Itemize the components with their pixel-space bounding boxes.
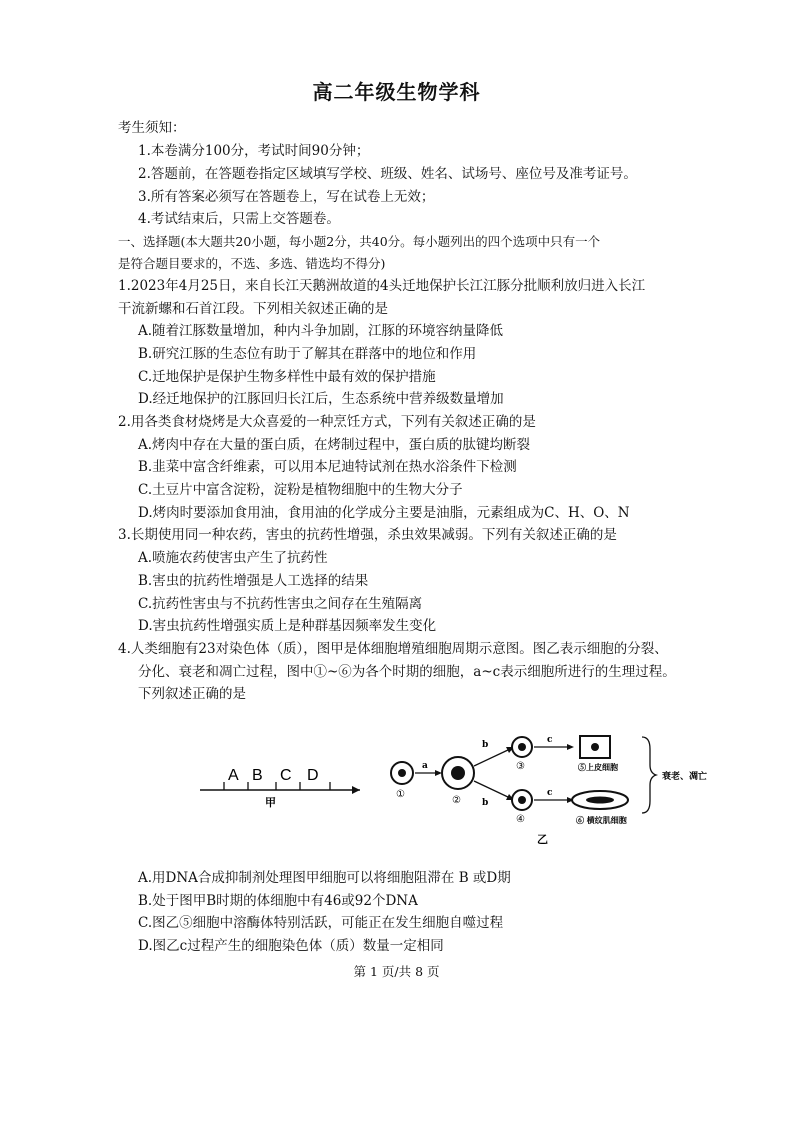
process-label-c: c	[547, 788, 553, 798]
cell-1-nucleus	[398, 769, 406, 777]
option-a: A.随着江豚数量增加，种内斗争加剧，江豚的环境容纳量降低	[138, 323, 504, 339]
process-label-b: b	[482, 798, 489, 808]
process-label-b: b	[482, 740, 489, 750]
notice-item: 4.考试结束后，只需上交答题卷。	[138, 211, 340, 227]
question-stem: 分化、衰老和凋亡过程，图中①~⑥为各个时期的细胞，a~c表示细胞所进行的生理过程。	[138, 664, 676, 680]
page-footer: 第 1 页/共 8 页	[353, 964, 440, 979]
section-heading: 一、选择题(本大题共20小题，每小题2分，共40分。每小题列出的四个选项中只有一个	[118, 234, 601, 249]
process-label-c: c	[547, 735, 553, 745]
arrow-b-upper	[474, 749, 510, 766]
option-b: B.韭菜中富含纤维素，可以用本尼迪特试剂在热水浴条件下检测	[138, 459, 517, 475]
phase-label-a: A	[228, 767, 239, 784]
option-d: D.经迁地保护的江豚回归长江后，生态系统中营养级数量增加	[138, 391, 504, 407]
question-stem: 3.长期使用同一种农药，害虫的抗药性增强，杀虫效果减弱。下列有关叙述正确的是	[118, 527, 617, 543]
brace-label: 衰老、凋亡	[662, 772, 708, 782]
cell-3-nucleus	[518, 743, 526, 751]
cell-2-nucleus	[451, 766, 465, 780]
option-d: D.害虫抗药性增强实质上是种群基因频率发生变化	[138, 618, 437, 634]
caption-yi: 乙	[537, 833, 548, 846]
notice-heading: 考生须知：	[118, 120, 186, 136]
notice-item: 1.本卷满分100分，考试时间90分钟；	[138, 143, 370, 159]
section-heading: 是符合题目要求的，不选、多选、错选均不得分)	[118, 256, 386, 271]
option-c: C.图乙⑤细胞中溶酶体特别活跃，可能正在发生细胞自噬过程	[138, 915, 504, 931]
option-c: C.抗药性害虫与不抗药性害虫之间存在生殖隔离	[138, 596, 423, 612]
process-label-a: a	[422, 761, 428, 771]
option-b: B.处于图甲B时期的体细胞中有46或92个DNA	[138, 893, 418, 909]
cell-number-2: ②	[452, 795, 461, 806]
caption-jia: 甲	[265, 796, 276, 809]
question-stem: 干流新螺和石首江段。下列相关叙述正确的是	[118, 301, 388, 317]
option-b: B.害虫的抗药性增强是人工选择的结果	[138, 573, 369, 589]
question-stem: 1.2023年4月25日，来自长江天鹅洲故道的4头迁地保护长江江豚分批顺利放归进入长江	[118, 278, 646, 294]
page-title: 高二年级生物学科	[312, 80, 481, 104]
phase-label-c: C	[280, 767, 292, 784]
phase-label-b: B	[252, 767, 263, 784]
option-d: D.图乙c过程产生的细胞染色体（质）数量一定相同	[138, 938, 444, 954]
cell-6-label: ⑥ 横纹肌细胞	[576, 815, 627, 825]
question-stem: 4.人类细胞有23对染色体（质），图甲是体细胞增殖细胞周期示意图。图乙表示细胞的分裂、	[118, 641, 668, 657]
arrow-b-lower	[474, 781, 510, 798]
notice-item: 3.所有答案必须写在答题卷上，写在试卷上无效；	[138, 189, 435, 205]
notice-item: 2.答题前，在答题卷指定区域填写学校、班级、姓名、试场号、座位号及准考证号。	[138, 166, 637, 182]
brace	[642, 737, 656, 813]
cell-5-label: ⑤上皮细胞	[578, 762, 618, 772]
phase-label-d: D	[307, 767, 319, 784]
option-a: A.用DNA合成抑制剂处理图甲细胞可以将细胞阻滞在 B 或D期	[138, 870, 511, 886]
cell-number-3: ③	[516, 761, 525, 772]
question-stem: 下列叙述正确的是	[138, 686, 246, 702]
option-a: A.烤肉中存在大量的蛋白质，在烤制过程中，蛋白质的肽键均断裂	[138, 437, 531, 453]
cell-cycle-diagram	[190, 725, 730, 855]
cell-number-1: ①	[396, 789, 405, 800]
cell-6-nucleus	[586, 797, 614, 804]
option-c: C.迁地保护是保护生物多样性中最有效的保护措施	[138, 369, 436, 385]
cell-number-4: ④	[516, 814, 525, 825]
cell-5-nucleus	[591, 743, 599, 751]
timeline-arrowhead	[352, 786, 360, 794]
option-c: C.土豆片中富含淀粉，淀粉是植物细胞中的生物大分子	[138, 482, 463, 498]
question-stem: 2.用各类食材烧烤是大众喜爱的一种烹饪方式，下列有关叙述正确的是	[118, 414, 536, 430]
option-a: A.喷施农药使害虫产生了抗药性	[138, 550, 328, 566]
cell-4-nucleus	[518, 796, 526, 804]
option-b: B.研究江豚的生态位有助于了解其在群落中的地位和作用	[138, 346, 477, 362]
option-d: D.烤肉时要添加食用油，食用油的化学成分主要是油脂，元素组成为C、H、O、N	[138, 505, 630, 521]
